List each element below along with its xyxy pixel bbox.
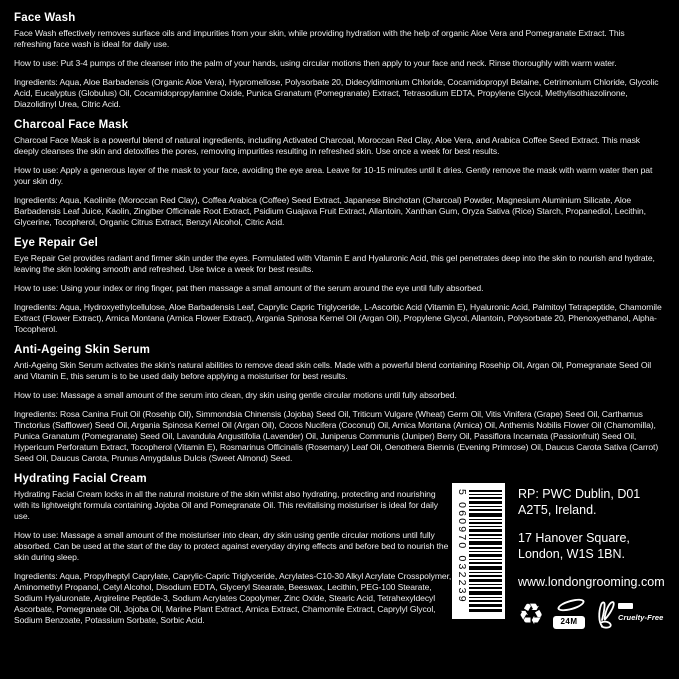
website-url: www.londongrooming.com bbox=[518, 575, 665, 589]
section-ingredients: Ingredients: Aqua, Propylheptyl Caprylate, Caprylic-Capric Triglyceride, Acrylates-C10-30 Alkyl Acrylate Crosspolymer, Aminomethyl Propanol, Cetyl Alcohol, Disodium EDTA, Glyceryl Stearate, Beeswax, Lecithin, PEG-100 Stearate, Sodium Hyaluronate, Argireline Peptide-3, Sodium Acrylates Copolymer, Zinc Oxide, Stearic Acid, Tetrahexyldecyl Ascorbate, Pomegranate Oil, Jojoba Oil, Marine Plant Extract, Arnica Extract, Chamomile Extract, Caprylyl Glycol, Sodium Benzoate, Potassium Sorbate, Sorbic Acid. bbox=[14, 571, 452, 625]
section-anti-ageing-skin-serum bbox=[14, 344, 664, 464]
section-face-wash bbox=[14, 12, 664, 110]
section-title: Face Wash bbox=[14, 12, 76, 24]
period-after-opening-icon bbox=[553, 599, 587, 629]
cruelty-free-label: Cruelty-Free bbox=[618, 613, 664, 622]
responsible-person-address: RP: PWC Dublin, D01 A2T5, Ireland. bbox=[518, 487, 641, 517]
barcode-bars-icon bbox=[469, 490, 502, 612]
footer-panel bbox=[452, 473, 664, 635]
section-description: Hydrating Facial Cream locks in all the natural moisture of the skin whilst also hydrating, protecting and nourishing with its lightweight formula containing Jojoba Oil and Pomegranate Oil. This revitalising moisturiser is ideal for daily use. bbox=[14, 489, 438, 521]
section-description: Eye Repair Gel provides radiant and firmer skin under the eyes. Formulated with Vitamin E and Hyaluronic Acid, this gel penetrates deep into the skin to nourish and hydrate, leaving the skin looking smooth and refreshed. Use twice a week for best results. bbox=[14, 253, 655, 274]
section-description: Face Wash effectively removes surface oils and impurities from your skin, while providing hydration with the help of organic Aloe Vera and Pomegranate Extract. This refreshing face wash is ideal for daily use. bbox=[14, 28, 625, 49]
certification-icons bbox=[518, 596, 676, 631]
section-charcoal-face-mask bbox=[14, 119, 664, 228]
section-description: Charcoal Face Mask is a powerful blend of natural ingredients, including Activated Charcoal, Moroccan Red Clay, Aloe Vera, and Arabica Coffee Seed Extract. This mask deeply cleanses the skin and detoxifies the pores, removing impurities resulting in refreshed skin. Use once a week for best results. bbox=[14, 135, 640, 156]
section-title: Hydrating Facial Cream bbox=[14, 473, 147, 485]
section-ingredients: Ingredients: Aqua, Kaolinite (Moroccan Red Clay), Coffea Arabica (Coffee) Seed Extract, Japanese Binchotan (Charcoal) Powder, Magnesium Aluminium Silicate, Aloe Barbadensis Leaf Juice, Kaolin, Zingiber Officinale Root Extract, Psidium Guajava Fruit Extract, Allantoin, Xanthan Gum, Oryza Sativa (Rice) Starch, Propanediol, Lecithin, Glycerine, Tocopherol, Organic Citrus Extract, Benzyl Alcohol, Citric Acid. bbox=[14, 195, 646, 227]
section-title: Charcoal Face Mask bbox=[14, 119, 129, 131]
section-how-to-use: How to use: Massage a small amount of the moisturiser into clean, dry skin using gentle circular motions until fully absorbed. Can be used at the start of the day to protect against everyday drying effects and before bed to nourish the skin during sleep. bbox=[14, 530, 449, 562]
section-how-to-use: How to use: Using your index or ring finger, pat then massage a small amount of the serum around the eye until fully absorbed. bbox=[14, 283, 484, 293]
section-title: Anti-Ageing Skin Serum bbox=[14, 344, 151, 356]
barcode bbox=[452, 483, 505, 619]
section-ingredients: Ingredients: Rosa Canina Fruit Oil (Rosehip Oil), Simmondsia Chinensis (Jojoba) Seed Oil, Triticum Vulgare (Wheat) Germ Oil, Vitis Vinifera (Grape) Seed Oil, Carthamus Tinctorius (Safflower) Seed Oil, Argania Spinosa Kernel Oil (Argan Oil), Cocos Nucifera (Coconut) Oil, Arnica Montana (Arnica) Oil, Anthemis Nobilis Flower Oil (Chamomilla), Punica Granatum (Pomegranate) Seed Oil, Lavandula Angustifolia (Lavender) Oil, Juniperus Communis (Juniper) Berry Oil, Passiflora Incarnata (Passionfruit) Seed Oil, Hypericum Perforatum Extract, Tocopherol (Vitamin E), Rosmarinus Officinalis (Rosemary) Leaf Oil, Oenothera Biennis (Evening Primrose) Oil, Daucus Carota Sativa (Carrot) Seed Oil, Daucus Carota, Prunus Amygdalus Dulcis (Sweet Almond) Seed. bbox=[14, 409, 659, 463]
bunny-icon bbox=[596, 599, 616, 629]
bottom-row bbox=[14, 473, 664, 635]
jar-lid-icon bbox=[556, 596, 586, 613]
contact-info bbox=[518, 487, 676, 629]
barcode-number: 5 060970 032239 bbox=[456, 489, 468, 604]
section-description: Anti-Ageing Skin Serum activates the skin's natural abilities to remove dead skin cells. Made with a powerful blend containing Rosehip Oil, Argan Oil, Pomegranate Seed Oil and Vitamin E, this serum is to be used daily before applying a moisturiser for best results. bbox=[14, 360, 652, 381]
section-how-to-use: How to use: Put 3-4 pumps of the cleanser into the palm of your hands, using circular motions then apply to your face and neck. Rinse thoroughly with warm water. bbox=[14, 58, 617, 68]
section-how-to-use: How to use: Massage a small amount of the serum into clean, dry skin using gentle circular motions until fully absorbed. bbox=[14, 390, 457, 400]
pao-duration-label: 24M bbox=[553, 616, 585, 629]
certification-badge bbox=[618, 603, 633, 609]
recycle-icon: ♻ bbox=[518, 596, 544, 631]
section-ingredients: Ingredients: Aqua, Aloe Barbadensis (Organic Aloe Vera), Hypromellose, Polysorbate 20, Didecyldimonium Chloride, Cocamidopropyl Betaine, Cetrimonium Chloride, Glycolic Acid, Eucalyptus (Globulus) Oil, Cocamidopropylamine Oxide, Punica Granatum (Pomegranate) Extract, Tetrasodium EDTA, Propylene Glycol, Methylisothiazolinone, Diazolidinyl Urea, Citric Acid. bbox=[14, 77, 659, 109]
section-title: Eye Repair Gel bbox=[14, 237, 98, 249]
section-ingredients: Ingredients: Aqua, Hydroxyethylcellulose, Aloe Barbadensis Leaf, Caprylic Capric Triglyceride, L-Ascorbic Acid (Vitamin E), Hyaluronic Acid, Palmitoyl Tetrapeptide, Chamomile Extract (Flower Extract), Arnica Montana (Arnica Flower Extract), Argania Spinosa Kernel Oil (Argan Oil), Propylene Glycol, Allantoin, Polysorbate 20, Phenoxyethanol, Alpha-Tocopherol. bbox=[14, 302, 662, 334]
section-eye-repair-gel bbox=[14, 237, 664, 335]
office-address: 17 Hanover Square, London, W1S 1BN. bbox=[518, 531, 630, 561]
section-hydrating-facial-cream bbox=[14, 473, 452, 626]
section-how-to-use: How to use: Apply a generous layer of the mask to your face, avoiding the eye area. Leave for 10-15 minutes until it dries. Gently remove the mask with warm water then pat your skin dry. bbox=[14, 165, 653, 186]
cruelty-free-logo bbox=[596, 599, 663, 629]
